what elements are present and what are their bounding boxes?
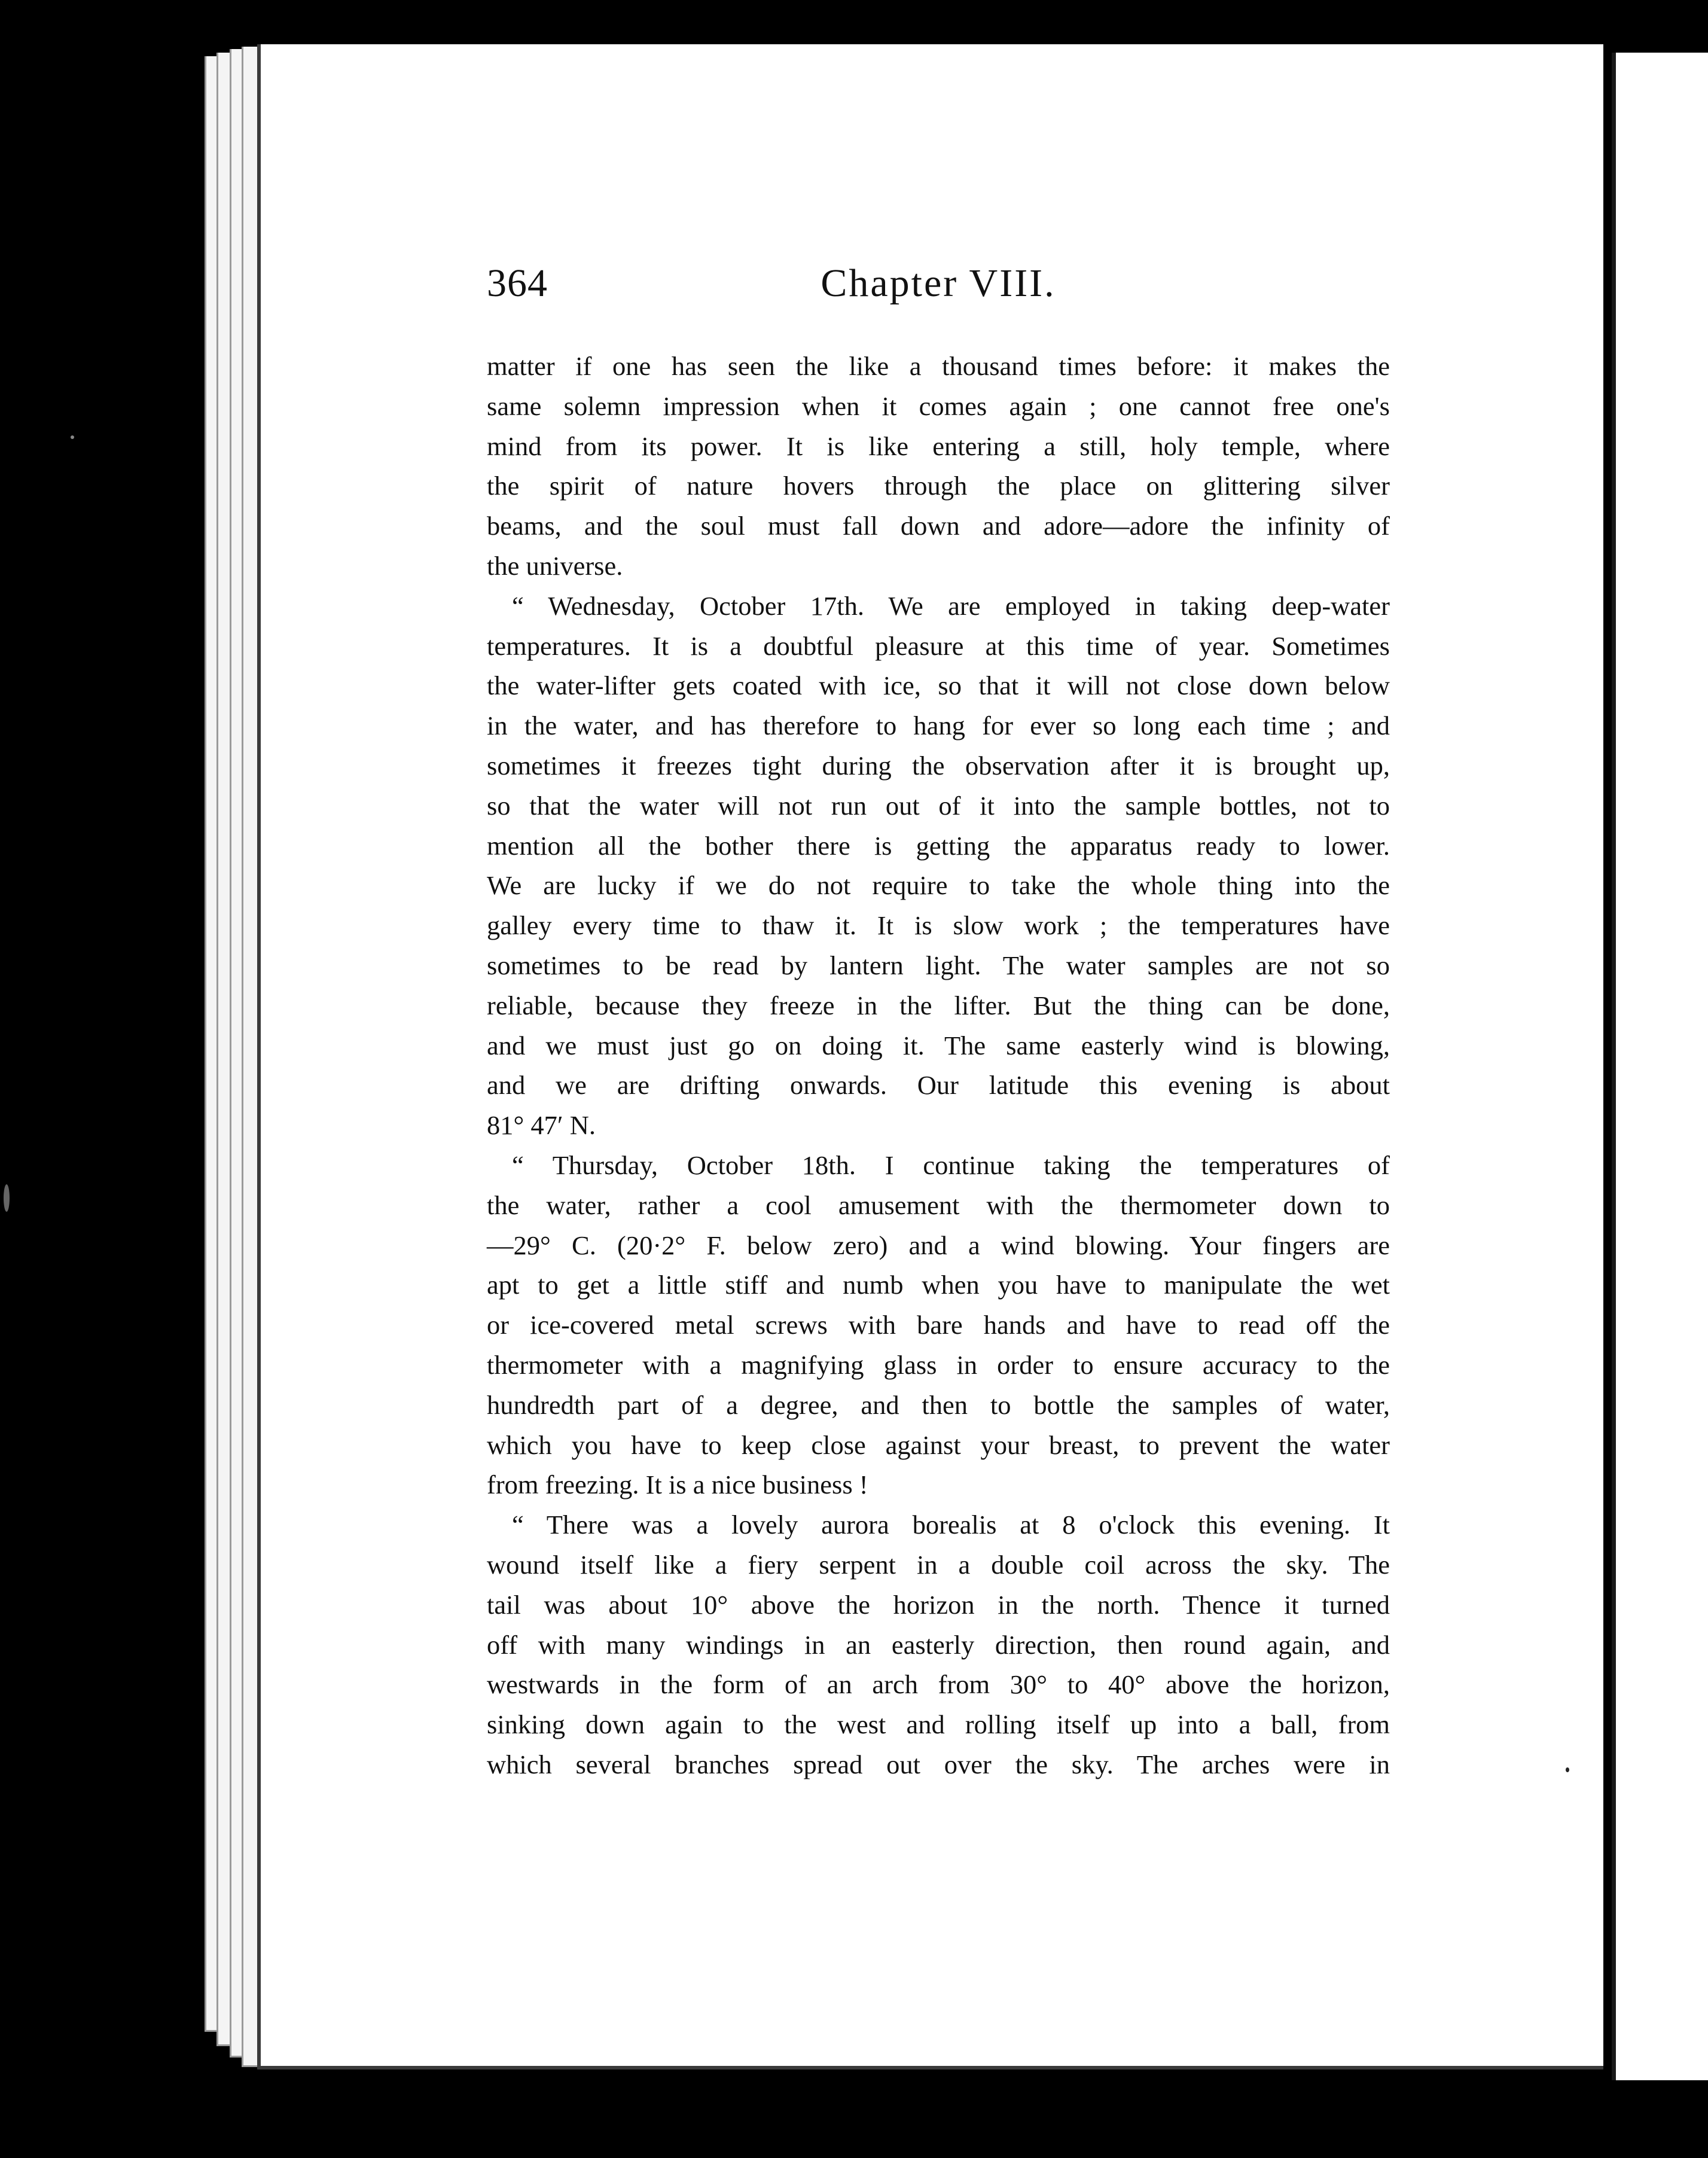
text-line: the universe. (487, 550, 623, 581)
text-line: galley every time to thaw it. It is slow work ; the temperatures have (487, 910, 1390, 941)
text-line: which several branches spread out over the sky. The arches were in (487, 1749, 1390, 1779)
text-line: westwards in the form of an arch from 30° to 40° above the horizon, (487, 1669, 1390, 1700)
text-line: sometimes it freezes tight during the observation after it is brought up, (487, 750, 1390, 781)
text-line: thermometer with a magnifying glass in order to ensure accuracy to the (487, 1349, 1390, 1380)
text-line: “ Wednesday, October 17th. We are employed in taking deep-water (512, 590, 1390, 621)
text-line: “ Thursday, October 18th. I continue taking the temperatures of (512, 1150, 1390, 1180)
scan-speck (1566, 1767, 1569, 1772)
text-line: sinking down again to the west and rolling itself up into a ball, from (487, 1709, 1390, 1740)
text-line: from freezing. It is a nice business ! (487, 1470, 868, 1500)
paragraph (487, 346, 1390, 586)
running-header (487, 261, 1390, 321)
book-page (257, 44, 1603, 2069)
page-number: 364 (487, 261, 548, 305)
scan-speck (4, 1184, 10, 1212)
text-line: and we must just go on doing it. The same easterly wind is blowing, (487, 1030, 1390, 1060)
text-line: so that the water will not run out of it into the sample bottles, not to (487, 790, 1390, 821)
body-text (487, 346, 1390, 1785)
text-line: wound itself like a fiery serpent in a double coil across the sky. The (487, 1549, 1390, 1580)
text-line: beams, and the soul must fall down and adore—adore the infinity of (487, 511, 1390, 541)
text-line: We are lucky if we do not require to take the whole thing into the (487, 870, 1390, 901)
text-line: the water, rather a cool amusement with the thermometer down to (487, 1190, 1390, 1220)
text-line: matter if one has seen the like a thousand times before: it makes the (487, 351, 1390, 381)
paragraph (487, 1505, 1390, 1785)
text-line: mind from its power. It is like entering a still, holy temple, where (487, 431, 1390, 461)
text-line: off with many windings in an easterly direction, then round again, and (487, 1629, 1390, 1660)
text-line: same solemn impression when it comes again ; one cannot free one's (487, 391, 1390, 421)
text-line: mention all the bother there is getting the apparatus ready to lower. (487, 830, 1390, 861)
text-line: 81° 47′ N. (487, 1110, 596, 1141)
paragraph (487, 586, 1390, 1145)
text-line: and we are drifting onwards. Our latitude this evening is about (487, 1070, 1390, 1101)
scan-speck (71, 435, 74, 439)
text-line: or ice-covered metal screws with bare hands and have to read off the (487, 1310, 1390, 1340)
paragraph (487, 1145, 1390, 1505)
text-line: the spirit of nature hovers through the place on glittering silver (487, 471, 1390, 501)
chapter-title: Chapter VIII. (821, 261, 1056, 305)
text-line: the water-lifter gets coated with ice, so that it will not close down below (487, 670, 1390, 701)
text-line: hundredth part of a degree, and then to bottle the samples of water, (487, 1389, 1390, 1420)
text-line: which you have to keep close against your breast, to prevent the water (487, 1429, 1390, 1460)
text-line: apt to get a little stiff and numb when you have to manipulate the wet (487, 1270, 1390, 1300)
text-line: tail was about 10° above the horizon in the north. Thence it turned (487, 1589, 1390, 1620)
text-line: —29° C. (20·2° F. below zero) and a wind blowing. Your fingers are (487, 1230, 1390, 1260)
facing-page-edge (1612, 53, 1708, 2080)
text-line: “ There was a lovely aurora borealis at 8 o'clock this evening. It (512, 1510, 1390, 1540)
text-line: reliable, because they freeze in the lifter. But the thing can be done, (487, 990, 1390, 1020)
text-line: sometimes to be read by lantern light. The water samples are not so (487, 950, 1390, 980)
text-line: temperatures. It is a doubtful pleasure at this time of year. Sometimes (487, 630, 1390, 661)
text-line: in the water, and has therefore to hang for ever so long each time ; and (487, 711, 1390, 741)
